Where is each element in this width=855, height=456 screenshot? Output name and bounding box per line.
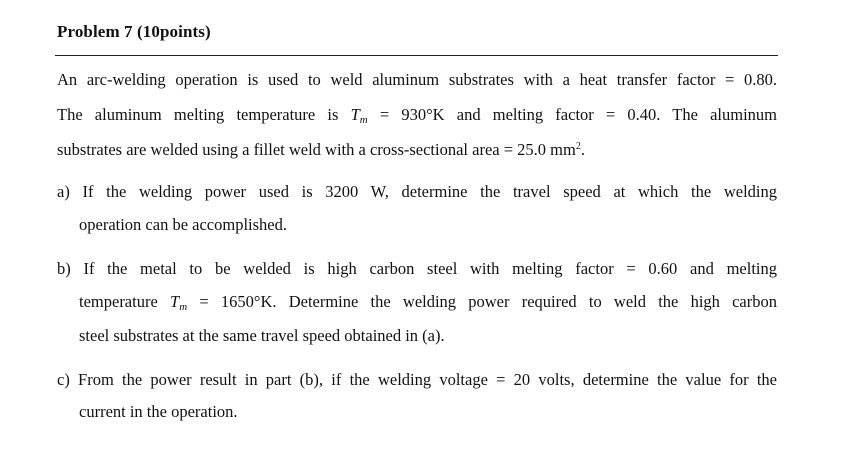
part-a-line-2: operation can be accomplished.: [79, 215, 287, 234]
part-b-line-1: b) If the metal to be welded is high carbon steel with melting factor = 0.60 and melting: [57, 259, 777, 278]
intro-line-3-text-b: .: [580, 140, 585, 159]
intro-line-2: [57, 105, 777, 124]
title-divider: [55, 55, 778, 56]
intro-line-3-text-a: substrates are welded using a fillet weld with a cross-sectional area = 25.0 mm: [57, 140, 576, 159]
part-a-line-1: a) If the welding power used is 3200 W, determine the travel speed at which the welding: [57, 182, 777, 201]
part-b-line-2-text-a: temperature: [79, 292, 170, 311]
part-c-line-1: c) From the power result in part (b), if the welding voltage = 20 volts, determine the value for the: [57, 370, 777, 389]
part-b-line-2-text-b: = 1650°K. Determine the welding power required to weld the high carbon: [187, 292, 777, 311]
part-b-line-2: [79, 292, 777, 311]
intro-line-2-text-a: The aluminum melting temperature is: [57, 105, 351, 124]
intro-line-1: An arc-welding operation is used to weld aluminum substrates with a heat transfer factor = 0.80.: [57, 70, 777, 89]
problem-title: Problem 7 (10points): [57, 22, 211, 41]
part-b-line-3: steel substrates at the same travel speed obtained in (a).: [79, 326, 445, 345]
melting-temp-symbol: $T_m$: [350, 105, 368, 126]
area-exponent: 2: [575, 141, 581, 152]
intro-line-3: [57, 140, 777, 159]
part-c-line-2: current in the operation.: [79, 402, 238, 421]
intro-line-2-text-b: = 930°K and melting factor = 0.40. The aluminum: [367, 105, 777, 124]
steel-melting-temp-symbol: $T_m$: [170, 292, 188, 313]
